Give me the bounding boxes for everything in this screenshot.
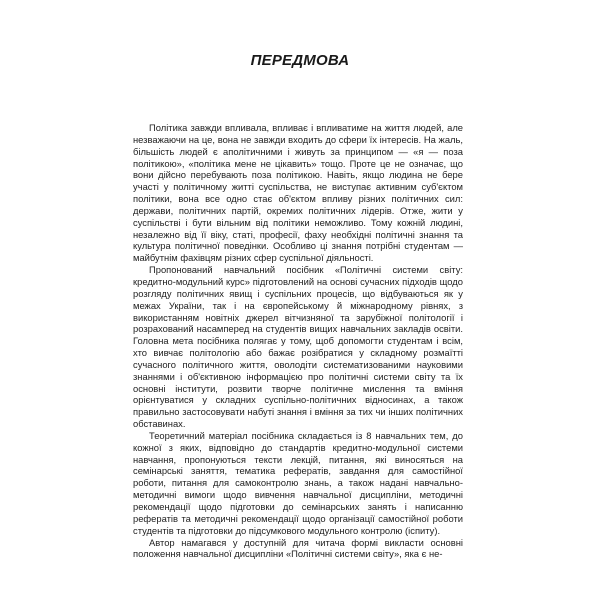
- paragraph: Автор намагався у доступній для читача формі викласти основні положення навчальної дисципліни «Політичні системи світу», яка є не-: [133, 536, 463, 560]
- paragraph: Теоретичний матеріал посібника складається із 8 навчальних тем, до кожної з яких, відповідно до стандартів кредитно-модульної системи навчання, пропонуються тексти лекцій, питання, які виносяться на семінарські заняття, тематика рефератів, завдання для самостійної роботи, питання для самоконтролю знань, а також надані навчально-методичні вимоги щодо вивчення навчальної дисципліни, методичні рекомендації щодо підготовки до семінарських занять і написанню рефератів та методичні рекомендації щодо організації самостійної роботи студентів та підготовки до підсумкового модульного контролю (іспиту).: [133, 429, 463, 536]
- paragraph: Політика завжди впливала, впливає і впливатиме на життя людей, але незважаючи на це, вона не завжди входить до сфери їх інтересів. На жаль, більшість людей є аполітичними і живуть за принципом — «я — поза політикою», «політика мене не цікавить» тощо. Проте це не означає, що вони дійсно перебувають поза політикою. Навіть, якщо людина не бере участі у політичному житті суспільства, не виступає активним суб'єктом політики, вона все одно стає об'єктом впливу різних політичних сил: держави, політичних партій, окремих політичних лідерів. Отже, жити у суспільстві і бути вільним від політики неможливо. Тому кожній людині, незалежно від її віку, статі, професії, фаху необхідні політичні знання та культура політичної поведінки. Особливо ці знання потрібні студентам — майбутнім фахівцям різних сфер суспільної діяльності.: [133, 122, 463, 264]
- body-text: [133, 122, 463, 560]
- paragraph: Пропонований навчальний посібник «Політичні системи світу: кредитно-модульний курс» підготовлений на основі сучасних підходів щодо розгляду політичних явищ і суспільних процесів, що відбуваються як у межах України, так і на європейському й міжнародному рівнях, з використанням новітніх джерел вітчизняної та зарубіжної політології і розрахований насамперед на студентів вищих навчальних закладів освіти. Головна мета посібника полягає у тому, щоб допомогти студентам і всім, хто вивчає політологію або бажає розібратися у складному розмаїтті сучасного політичного життя, оволодіти систематизованими науковими знаннями і об'єктивною інформацією про політичні системи світу та їх основні інститути, розвити творче політичне мислення та вміння орієнтуватися у складних суспільно-політичних відносинах, а також правильно застосовувати набуті знання і вміння за тих чи інших політичних обставинах.: [133, 264, 463, 430]
- page-title: ПЕРЕДМОВА: [250, 52, 350, 69]
